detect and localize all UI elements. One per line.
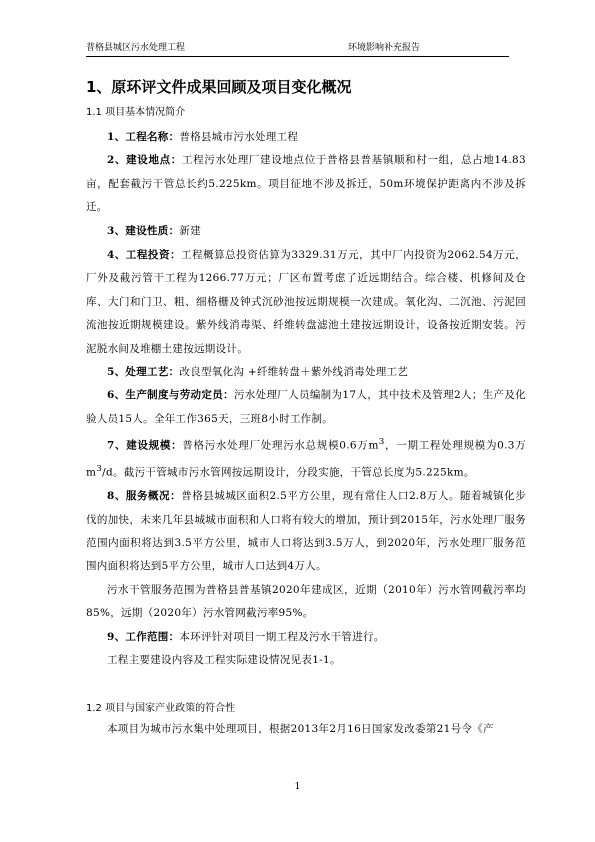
item-label: 3、建设性质： [107, 224, 180, 237]
item-label: 5、处理工艺： [107, 366, 180, 379]
item-text: 工程污水处理厂建设地点位于普格县普基镇顺和村一组，总占地14.83亩，配套截污干管总长约5.225km。项目征地不涉及拆迁，50m环境保护距离内不涉及拆迁。 [86, 154, 526, 214]
paragraph-staffing [86, 384, 526, 431]
item-text: 普格县城市污水处理工程 [179, 131, 299, 143]
item-text: ，一期工程处理规模为0.3万m [86, 439, 526, 479]
item-label: 7、建设规模： [107, 439, 183, 452]
item-text: 新建 [179, 224, 202, 237]
paragraph-service [86, 485, 526, 579]
paragraph-scale [86, 431, 526, 485]
item-text: 污水处理厂人员编制为17人，其中技术及管理2人；生产及化验人员15人。全年工作365天，三班8小时工作制。 [86, 389, 526, 425]
paragraph-project-name [86, 126, 526, 149]
paragraph-investment [86, 244, 526, 361]
paragraph-process [86, 361, 526, 384]
paragraph-table-ref [86, 649, 526, 672]
page-content [86, 72, 526, 742]
item-text: 本环评针对项目一期工程及污水干管进行。 [179, 630, 385, 643]
item-label: 4、工程投资： [107, 249, 182, 262]
item-text: 工程概算总投资估算为3329.31万元，其中厂内投资为2062.54万元，厂外及截污管干工程为1266.77万元；厂区布置考虑了近远期结合。综合楼、机修间及仓库、大门和门卫、粗、细格栅及钟式沉砂池按远期规模一次建成。氧化沟、二沉池、污泥回流池按近期规模建设。紫外线消毒渠、纤维转盘滤池土建按远期设计，设备按近期安装。污泥脱水间及堆棚土建按远期设计。 [86, 249, 526, 355]
page-number: 1 [294, 782, 301, 792]
paragraph-sewer-service [86, 579, 526, 626]
subsection-title: 1.2 项目与国家产业政策的符合性 [86, 703, 236, 715]
paragraph-policy: 本项目为城市污水集中处理项目，根据2013年2月16日国家发改委第21号令《产 [107, 723, 494, 736]
paragraph-scope [86, 626, 526, 649]
superscript: 3 [378, 437, 385, 448]
item-text: 改良型氧化沟 +纤维转盘＋紫外线消毒处理工艺 [179, 366, 409, 379]
superscript: 3 [96, 464, 103, 475]
item-label: 1、工程名称： [107, 131, 180, 143]
item-text: 普格县城城区面积2.5平方公里，现有常住人口2.8万人。随着城镇化步伐的加快，未来几年县城城市面积和人口将有较大的增加，预计到2015年，污水处理厂服务范围内面积将达到3.5平方公里，城市人口将达到3.5万人，到2020年，污水处理厂服务范围内面积将达到5平方公里，城市人口达到4万人。 [86, 490, 526, 573]
header-report-name: 环境影响补充报告 [348, 43, 421, 53]
header-project-name: 普格县城区污水处理工程 [86, 43, 186, 53]
paragraph-nature [86, 220, 526, 243]
item-label: 8、服务概况： [107, 490, 182, 503]
item-label: 9、工作范围： [107, 630, 180, 643]
page-header [86, 40, 509, 57]
item-text: /d。截污干管城市污水管网按远期设计，分段实施，干管总长度为5.225km。 [102, 466, 475, 479]
item-label: 2、建设地点： [107, 154, 182, 167]
item-text: 工程主要建设内容及工程实际建设情况见表1-1。 [107, 653, 341, 666]
item-text: 普格污水处理厂处理污水总规模0.6万m [182, 439, 379, 452]
item-label: 6、生产制度与劳动定员： [107, 389, 234, 402]
item-text: 污水干管服务范围为普格县普基镇2020年建成区，近期（2010年）污水管网截污率均85%，远期（2020年）污水管网截污率95%。 [86, 583, 526, 620]
section-title: 1、原环评文件成果回顾及项目变化概况 [86, 78, 352, 96]
paragraph-location [86, 149, 526, 219]
subsection-title: 1.1 项目基本情况简介 [86, 107, 186, 118]
